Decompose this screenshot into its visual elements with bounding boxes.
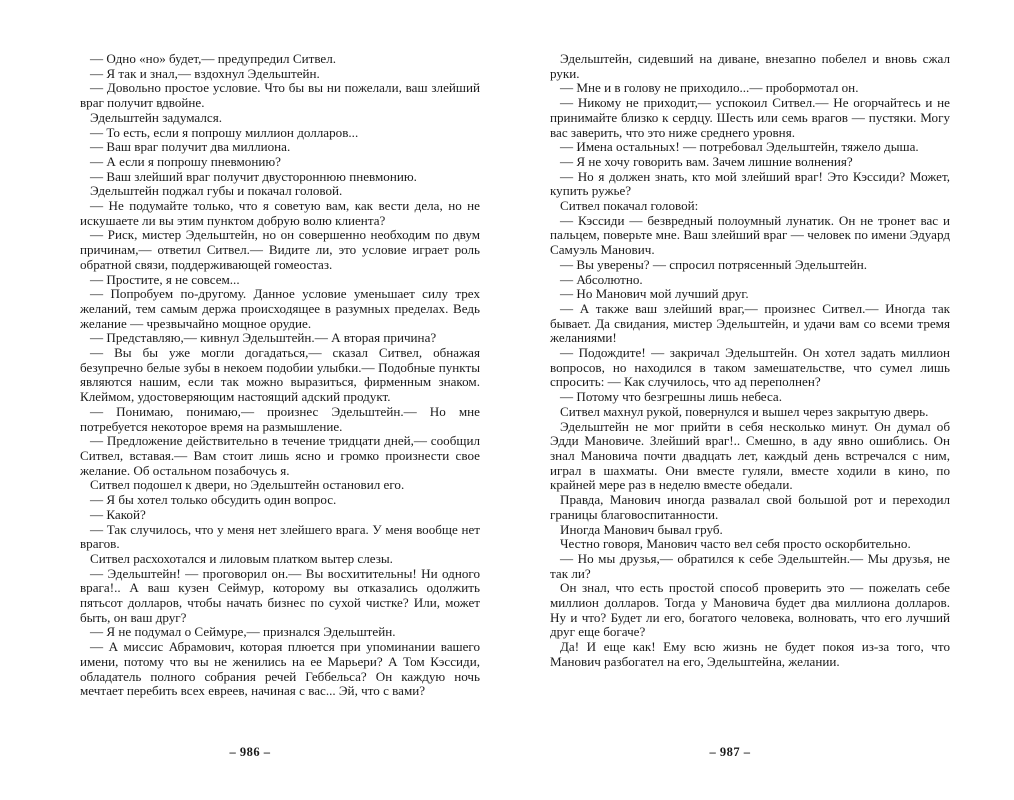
paragraph: Честно говоря, Манович часто вел себя просто оскорбительно. <box>560 536 911 552</box>
paragraph: Эдельштейн задумался. <box>90 109 222 125</box>
paragraph: Ситвел расхохотался и лиловым платком вытер слезы. <box>90 550 393 566</box>
paragraph: Правда, Манович иногда развалал свой большой рот и переходил границы благовоспитанности. <box>550 492 950 522</box>
left-page-text <box>80 52 480 699</box>
right-page-text <box>550 52 950 670</box>
paragraph: — Представляю,— кивнул Эдельштейн.— А вторая причина? <box>90 330 437 346</box>
paragraph: — Но я должен знать, кто мой злейший враг! Это Кэссиди? Может, купить ружье? <box>550 168 950 199</box>
paragraph: Эдельштейн не мог прийти в себя несколько минут. Он думал об Эдди Мановиче. Злейший враг!.. Смешно, в аду явно ошиблись. Он знал Мановича почти двадцать лет, каждый день встречался с ним, играл в шахматы. Они вместе гуляли, вместе ходили в кино, по крайней мере раз в неделю вместе обедали. <box>550 418 950 493</box>
paragraph: Эдельштейн, сидевший на диване, внезапно побелел и вновь сжал руки. <box>550 51 950 81</box>
paragraph: — Предложение действительно в течение тридцати дней,— сообщил Ситвел, вставая.— Вам стоит лишь ясно и громко произнести свое желание. Об остальном позабочусь я. <box>80 433 480 478</box>
paragraph: — Какой? <box>90 506 146 522</box>
paragraph: — Но Манович мой лучший друг. <box>560 286 749 302</box>
paragraph: Ситвел покачал головой: <box>560 198 699 214</box>
paragraph: — Вы уверены? — спросил потрясенный Эдельштейн. <box>560 256 868 272</box>
paragraph: — Так случилось, что у меня нет злейшего врага. У меня вообще нет врагов. <box>80 521 480 552</box>
paragraph: — Эдельштейн! — проговорил он.— Вы восхитительны! Ни одного врага!.. А ваш кузен Сеймур, которому вы отказались одолжить пятьсот долларов, чтобы начать бизнес по сухой чистке? Или, может быть, он ваш друг? <box>80 565 480 625</box>
paragraph: — Я бы хотел только обсудить один вопрос. <box>90 492 337 508</box>
paragraph: — Абсолютно. <box>560 271 643 287</box>
paragraph: — Я не хочу говорить вам. Зачем лишние волнения? <box>560 153 853 169</box>
paragraph: Да! И еще как! Ему всю жизнь не будет покоя из-за того, что Манович разбогател на его, Эдельштейна, желании. <box>550 639 950 669</box>
paragraph: — Мне и в голову не приходило...— пробормотал он. <box>560 80 859 96</box>
paragraph: — Одно «но» будет,— предупредил Ситвел. <box>90 51 337 66</box>
paragraph: — То есть, если я попрошу миллион долларов... <box>90 124 359 140</box>
paragraph: — Ваш враг получит два миллиона. <box>90 139 291 155</box>
paragraph: — Не подумайте только, что я советую вам, как вести дела, но не искушаете ли вы этим пунктом добрую волю клиента? <box>80 198 480 228</box>
paragraph: — Я так и знал,— вздохнул Эдельштейн. <box>90 65 320 81</box>
paragraph: Эдельштейн поджал губы и покачал головой. <box>90 183 343 199</box>
paragraph: — Понимаю, понимаю,— произнес Эдельштейн.— Но мне потребуется некоторое время на размышление. <box>80 403 480 434</box>
paragraph: — Риск, мистер Эдельштейн, но он совершенно необходим по двум причинам,— ответил Ситвел.— Видите ли, это условие играет роль обратной связи, поддерживающей гомеостаз. <box>80 227 480 272</box>
left-page-number: – 986 – <box>229 745 271 759</box>
paragraph: Ситвел подошел к двери, но Эдельштейн остановил его. <box>90 477 405 493</box>
paragraph: — А также ваш злейший враг,— произнес Ситвел.— Иногда так бывает. Да свидания, мистер Эдельштейн, и удачи вам со всеми тремя желаниями! <box>550 300 950 346</box>
paragraph: Иногда Манович бывал груб. <box>560 521 723 537</box>
paragraph: — Вы бы уже могли догадаться,— сказал Ситвел, обнажая безупречно белые зубы в некоем подобии улыбки.— Подобные пункты являются нашим, если так можно выразиться, фирменным знаком. Клеймом, удостоверяющим настоящий адский продукт. <box>80 345 480 405</box>
paragraph: Ситвел махнул рукой, повернулся и вышел через закрытую дверь. <box>560 403 929 419</box>
paragraph: — А миссис Абрамович, которая плюется при упоминании вашего имени, потому что вы не женились на ее Марьери? А Том Кэссиди, обладатель полного собрания речей Геббельса? Он каждую ночь мечтает перебить всех евреев, начиная с вас... Эй, что с вами? <box>80 639 480 699</box>
paragraph: — Кэссиди — безвредный полоумный лунатик. Он не тронет вас и пальцем, поверьте мне. Ваш злейший враг — человек по имени Эдуард Самуэль Манович. <box>550 212 950 258</box>
paragraph: Он знал, что есть простой способ проверить это — пожелать себе миллион долларов. Тогда у Мановича будет два миллиона долларов. Ну и что? Будет ли его, богатого человека, волновать, что его лучший друг еще богаче? <box>550 580 950 640</box>
right-page-number: – 987 – <box>709 745 751 759</box>
paragraph: — Подождите! — закричал Эдельштейн. Он хотел задать миллион вопросов, но находился в таком замешательстве, что сумел лишь спросить: — Как случилось, что ад переполнен? <box>550 345 950 390</box>
paragraph: — Довольно простое условие. Что бы вы ни пожелали, ваш злейший враг получит вдвойне. <box>80 80 480 111</box>
paragraph: — Попробуем по-другому. Данное условие уменьшает силу трех желаний, тем самым держа происходящее в разумных пределах. Ведь желание — чрезвычайно мощное орудие. <box>80 286 480 331</box>
paragraph: — Имена остальных! — потребовал Эдельштейн, тяжело дыша. <box>560 139 919 155</box>
paragraph: — Никому не приходит,— успокоил Ситвел.— Не огорчайтесь и не принимайте близко к сердцу. Шесть или семь врагов — пустяки. Могу вас заверить, что это ниже среднего уровня. <box>550 95 950 140</box>
paragraph: — Потому что безгрешны лишь небеса. <box>560 389 782 405</box>
paragraph: — Но мы друзья,— обратился к себе Эдельштейн.— Мы друзья, не так ли? <box>550 550 950 581</box>
paragraph: — Простите, я не совсем... <box>90 271 240 287</box>
paragraph: — Я не подумал о Сеймуре,— признался Эдельштейн. <box>90 624 396 640</box>
paragraph: — Ваш злейший враг получит двустороннюю пневмонию. <box>90 168 417 184</box>
paragraph: — А если я попрошу пневмонию? <box>90 153 281 169</box>
